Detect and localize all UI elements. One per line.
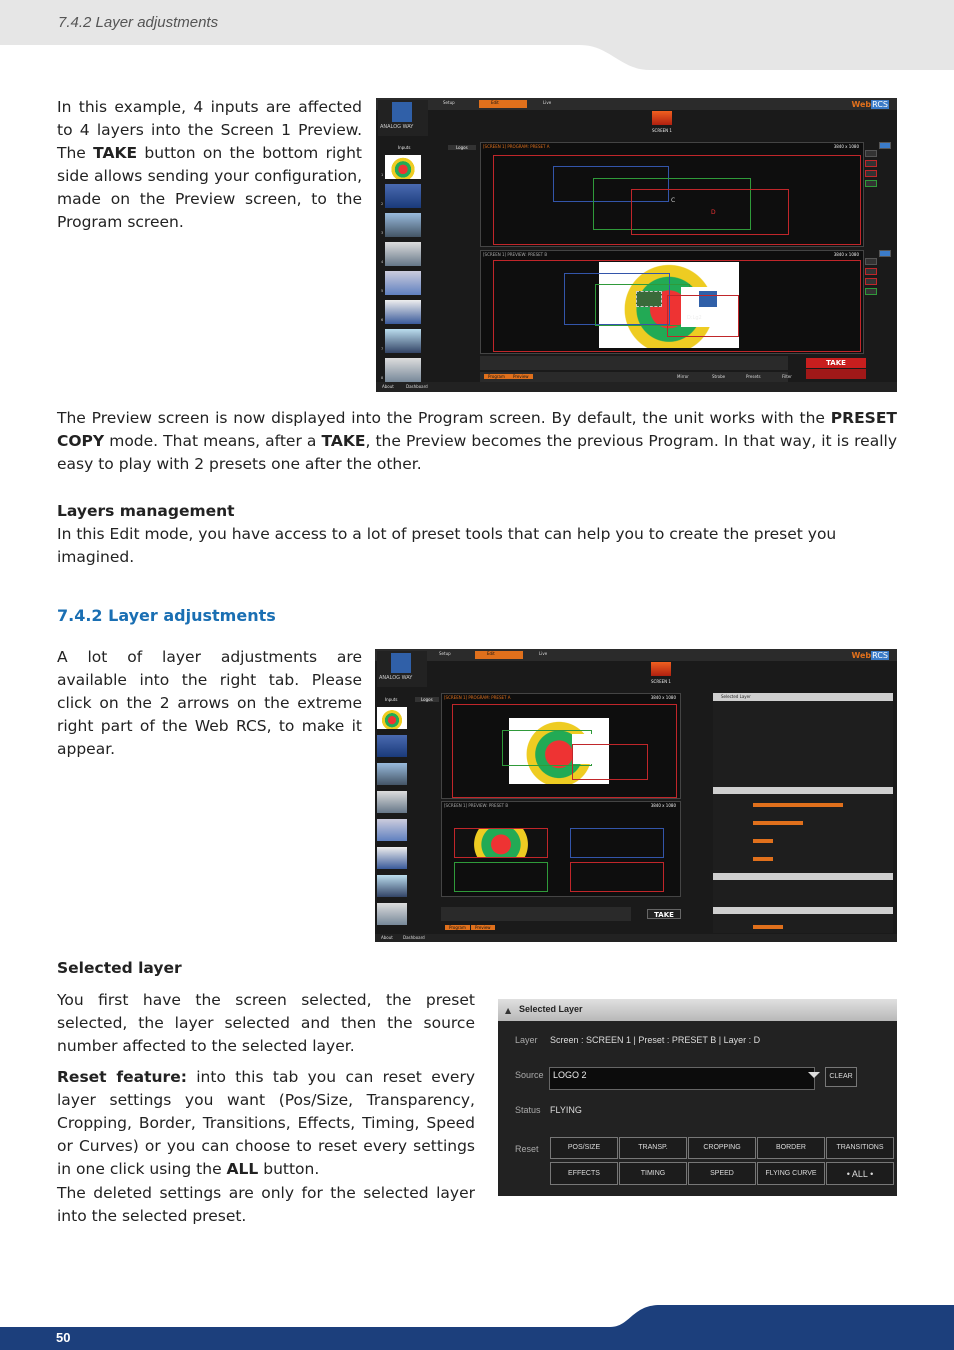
input-thumb-2[interactable] xyxy=(385,184,421,208)
preset-copy-paragraph: The Preview screen is now displayed into the Program screen. By default, the unit works with the PRESET COPY mode. That means, after a TAKE, the Preview becomes the previous Program. In that way, it is really easy to play with 2 presets one after the other. xyxy=(57,409,897,473)
program-button[interactable]: Program xyxy=(484,374,509,379)
inputs-tab[interactable]: Inputs xyxy=(398,145,411,150)
selected-layer-header[interactable]: ▲ Selected Layer xyxy=(498,999,897,1021)
input-thumb-4[interactable] xyxy=(385,242,421,266)
preview-screen-2: [SCREEN 1] PREVIEW: PRESET B 3840 x 1080 xyxy=(441,801,681,897)
header-section-title: 7.4.2 Layer adjustments xyxy=(58,14,219,31)
reset-flying-curve-button[interactable]: FLYING CURVE xyxy=(757,1162,825,1185)
tab-live[interactable]: Live xyxy=(543,100,552,105)
dashboard-button[interactable]: Dashboard xyxy=(406,384,428,389)
section-heading: 7.4.2 Layer adjustments xyxy=(57,606,276,625)
analog-way-logo: ANALOG WAY xyxy=(377,651,427,687)
presets-button[interactable]: Presets xyxy=(746,374,761,379)
strobe-button[interactable]: Strobe xyxy=(712,374,726,379)
page-header xyxy=(0,0,954,70)
input-thumb-6[interactable] xyxy=(385,300,421,324)
reset-speed-button[interactable]: SPEED xyxy=(688,1162,756,1185)
webrcs-screenshot-2: Setup Edit Live WebRCS ANALOG WAY SCREEN 1 Inputs Logos [SCREEN 1] PROGRAM: PRESET A 3840 x 1080 [SCREEN 1] PREVIEW: PRESET B 3840 x 1080 TAKE Program Preview About Dashboard Selected Layer xyxy=(375,649,897,942)
webrcs-brand: WebRCS xyxy=(851,100,888,109)
right-tab-panel: Selected Layer xyxy=(713,693,893,933)
reset-pos-size-button[interactable]: POS/SIZE xyxy=(550,1137,618,1159)
reset-transitions-button[interactable]: TRANSITIONS xyxy=(826,1137,894,1159)
input-thumb-8[interactable] xyxy=(385,358,421,382)
about-button[interactable]: About xyxy=(382,384,394,389)
input-thumb-5[interactable] xyxy=(385,271,421,295)
selected-layer-panel: ▲ Selected Layer Layer Screen : SCREEN 1 | Preset : PRESET B | Layer : D Source LOGO 2 CLEAR Status FLYING Reset POS/SIZE TRANSP. CROPPING BORDER TRANSITIONS EFFECTS TIMING SPEED FLYING CURVE • ALL • xyxy=(498,999,897,1196)
screen-1-chip[interactable] xyxy=(652,111,672,125)
take-button-2[interactable]: TAKE xyxy=(647,909,681,919)
input-thumb-7[interactable] xyxy=(385,329,421,353)
input-thumb-1[interactable] xyxy=(385,155,421,179)
filter-button[interactable]: Filter xyxy=(782,374,792,379)
page-number: 50 xyxy=(56,1330,71,1345)
layer-adjustments-paragraph: A lot of layer adjustments are available into the right tab. Please click on the 2 arrows on the extreme right part of the Web RCS, to make it appear. xyxy=(57,648,362,758)
input-thumb-3[interactable] xyxy=(385,213,421,237)
reset-transp-button[interactable]: TRANSP. xyxy=(619,1137,687,1159)
collapse-arrow-icon[interactable]: ▲ xyxy=(505,1006,512,1015)
clear-button[interactable]: CLEAR xyxy=(825,1067,857,1087)
layer-info: Screen : SCREEN 1 | Preset : PRESET B | Layer : D xyxy=(550,1035,761,1045)
preview-toolbar[interactable] xyxy=(480,356,788,370)
dropdown-arrow-icon[interactable] xyxy=(808,1072,820,1078)
program-screen: [SCREEN 1] PROGRAM: PRESET A 3840 x 1080 C D xyxy=(480,142,864,247)
tab-setup[interactable]: Setup xyxy=(443,100,455,105)
reset-border-button[interactable]: BORDER xyxy=(757,1137,825,1159)
preview-button[interactable]: Preview xyxy=(509,374,533,379)
selected-layer-paragraph: You first have the screen selected, the preset selected, the layer selected and then the source number affected to the selected layer. xyxy=(57,991,475,1055)
mirror-button[interactable]: Mirror xyxy=(677,374,689,379)
deleted-settings-paragraph: The deleted settings are only for the selected layer into the selected preset. xyxy=(57,1184,475,1225)
reset-effects-button[interactable]: EFFECTS xyxy=(550,1162,618,1185)
take-button[interactable]: TAKE xyxy=(806,358,866,368)
reset-all-button[interactable]: • ALL • xyxy=(826,1162,894,1185)
source-select[interactable]: LOGO 2 xyxy=(549,1067,815,1090)
webrcs-screenshot-1: Setup Edit Live WebRCS ANALOG WAY SCREEN 1 Inputs Logos 1 2 3 4 5 6 7 8 [SCREEN 1] PROGRAM: PRESET A 3840 x 1080 C D [SCREEN 1] PREVIEW: PRESET B 3840 x 1080 D:Lg2 Program Preview Mirror Strobe Presets Filter TAKE About Dashboard xyxy=(376,98,897,392)
layers-management-body: In this Edit mode, you have access to a lot of preset tools that can help you to create the preset you imagined. xyxy=(57,525,837,566)
reset-cropping-button[interactable]: CROPPING xyxy=(688,1137,756,1159)
reset-timing-button[interactable]: TIMING xyxy=(619,1162,687,1185)
status-value: FLYING xyxy=(550,1105,582,1115)
selected-layer-heading: Selected layer xyxy=(57,959,182,977)
logos-tab[interactable]: Logos xyxy=(448,145,476,150)
reset-feature-paragraph: Reset feature: into this tab you can reset every layer settings you want (Pos/Size, Transparency, Cropping, Border, Transitions, Effects, Timing, Speed or Curves) or you can choose to reset every settings in one click using the ALL button. xyxy=(57,1068,476,1178)
page-footer xyxy=(0,1300,954,1350)
program-screen-2: [SCREEN 1] PROGRAM: PRESET A 3840 x 1080 xyxy=(441,693,681,799)
intro-paragraph: In this example, 4 inputs are affected to 4 layers into the Screen 1 Preview. The TAKE button on the bottom right side allows sending your configuration, made on the Preview screen, to the Program screen. xyxy=(57,98,362,231)
layers-management-heading: Layers management xyxy=(57,502,235,520)
analog-way-logo: ANALOG WAY xyxy=(378,100,428,136)
tab-edit[interactable]: Edit xyxy=(479,100,527,108)
preview-screen: [SCREEN 1] PREVIEW: PRESET B 3840 x 1080 D:Lg2 xyxy=(480,250,864,354)
